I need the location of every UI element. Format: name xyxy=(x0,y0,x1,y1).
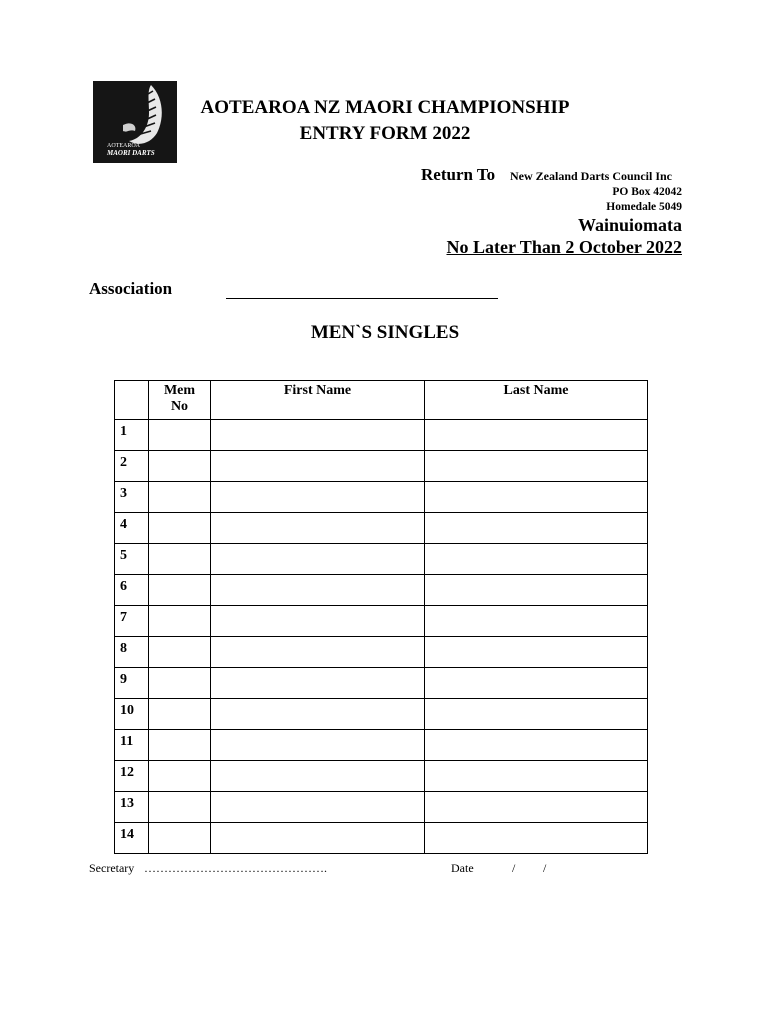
member-number-cell[interactable] xyxy=(149,823,211,854)
table-row xyxy=(115,420,648,451)
last-name-cell[interactable] xyxy=(425,420,648,451)
last-name-cell[interactable] xyxy=(425,544,648,575)
member-number-cell[interactable] xyxy=(149,420,211,451)
header-mem-no xyxy=(149,381,211,420)
row-number: 14 xyxy=(115,823,149,854)
header-mem-line1: Mem xyxy=(163,383,196,398)
row-number: 3 xyxy=(115,482,149,513)
return-po-box: PO Box 42042 xyxy=(612,186,682,198)
return-to-label: Return To xyxy=(421,165,496,184)
first-name-cell[interactable] xyxy=(211,637,425,668)
row-number: 11 xyxy=(115,730,149,761)
table-row xyxy=(115,606,648,637)
header-num xyxy=(115,381,149,420)
last-name-cell[interactable] xyxy=(425,575,648,606)
member-number-cell[interactable] xyxy=(149,637,211,668)
row-number: 7 xyxy=(115,606,149,637)
table-row xyxy=(115,730,648,761)
logo xyxy=(93,81,177,163)
section-title: MEN`S SINGLES xyxy=(310,322,460,343)
date-separator: / xyxy=(512,861,516,875)
first-name-cell[interactable] xyxy=(211,606,425,637)
row-number: 5 xyxy=(115,544,149,575)
header-first-name: First Name xyxy=(211,381,425,420)
first-name-cell[interactable] xyxy=(211,420,425,451)
last-name-cell[interactable] xyxy=(425,637,648,668)
last-name-cell[interactable] xyxy=(425,451,648,482)
table-row xyxy=(115,668,648,699)
member-number-cell[interactable] xyxy=(149,451,211,482)
member-number-cell[interactable] xyxy=(149,606,211,637)
header-last-name: Last Name xyxy=(425,381,648,420)
svg-text:MAORI DARTS: MAORI DARTS xyxy=(107,149,155,157)
association-field[interactable] xyxy=(226,298,498,299)
last-name-cell[interactable] xyxy=(425,823,648,854)
table-row xyxy=(115,637,648,668)
row-number: 10 xyxy=(115,699,149,730)
table-row xyxy=(115,761,648,792)
last-name-cell[interactable] xyxy=(425,699,648,730)
table-row xyxy=(115,823,648,854)
first-name-cell[interactable] xyxy=(211,792,425,823)
last-name-cell[interactable] xyxy=(425,761,648,792)
table-row xyxy=(115,792,648,823)
last-name-cell[interactable] xyxy=(425,606,648,637)
svg-text:AOTEAROA: AOTEAROA xyxy=(107,143,140,149)
member-number-cell[interactable] xyxy=(149,792,211,823)
row-number: 6 xyxy=(115,575,149,606)
first-name-cell[interactable] xyxy=(211,668,425,699)
association-label: Association xyxy=(89,279,173,298)
entry-table xyxy=(114,380,648,854)
member-number-cell[interactable] xyxy=(149,699,211,730)
member-number-cell[interactable] xyxy=(149,544,211,575)
form-title: AOTEAROA NZ MAORI CHAMPIONSHIP xyxy=(200,97,570,118)
first-name-cell[interactable] xyxy=(211,730,425,761)
return-org: New Zealand Darts Council Inc xyxy=(510,169,673,183)
form-subtitle: ENTRY FORM 2022 xyxy=(299,123,471,144)
row-number: 13 xyxy=(115,792,149,823)
last-name-cell[interactable] xyxy=(425,513,648,544)
row-number: 1 xyxy=(115,420,149,451)
table-row xyxy=(115,451,648,482)
last-name-cell[interactable] xyxy=(425,730,648,761)
row-number: 4 xyxy=(115,513,149,544)
member-number-cell[interactable] xyxy=(149,575,211,606)
member-number-cell[interactable] xyxy=(149,761,211,792)
table-row xyxy=(115,699,648,730)
member-number-cell[interactable] xyxy=(149,482,211,513)
row-number: 9 xyxy=(115,668,149,699)
row-number: 2 xyxy=(115,451,149,482)
table-row xyxy=(115,482,648,513)
date-label: Date xyxy=(451,861,474,875)
first-name-cell[interactable] xyxy=(211,513,425,544)
deadline-text: No Later Than 2 October 2022 xyxy=(446,237,682,257)
header-mem-line2: No xyxy=(170,399,189,414)
return-suburb: Homedale 5049 xyxy=(606,201,682,213)
first-name-cell[interactable] xyxy=(211,823,425,854)
member-number-cell[interactable] xyxy=(149,513,211,544)
first-name-cell[interactable] xyxy=(211,451,425,482)
last-name-cell[interactable] xyxy=(425,792,648,823)
table-row xyxy=(115,544,648,575)
last-name-cell[interactable] xyxy=(425,668,648,699)
secretary-label: Secretary xyxy=(89,861,135,875)
fern-logo-icon xyxy=(93,81,177,163)
first-name-cell[interactable] xyxy=(211,575,425,606)
first-name-cell[interactable] xyxy=(211,699,425,730)
member-number-cell[interactable] xyxy=(149,668,211,699)
table-row xyxy=(115,513,648,544)
table-row xyxy=(115,575,648,606)
member-number-cell[interactable] xyxy=(149,730,211,761)
secretary-signature-line[interactable]: ………………………………………. xyxy=(144,861,327,875)
table-header-row xyxy=(115,381,648,420)
row-number: 12 xyxy=(115,761,149,792)
row-number: 8 xyxy=(115,637,149,668)
date-separator: / xyxy=(543,861,547,875)
last-name-cell[interactable] xyxy=(425,482,648,513)
first-name-cell[interactable] xyxy=(211,482,425,513)
return-city: Wainuiomata xyxy=(577,215,682,235)
first-name-cell[interactable] xyxy=(211,761,425,792)
first-name-cell[interactable] xyxy=(211,544,425,575)
